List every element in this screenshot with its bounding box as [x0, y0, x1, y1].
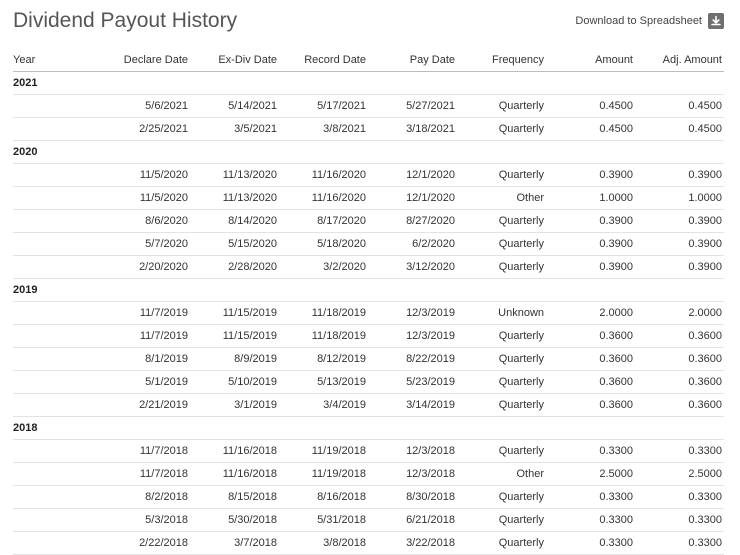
year-group-row — [13, 72, 724, 95]
declare-date-cell: 11/7/2019 — [101, 302, 190, 325]
record-date-cell: 11/16/2020 — [279, 164, 368, 187]
year-cell — [13, 348, 101, 371]
declare-date-cell: 11/7/2018 — [101, 463, 190, 486]
ex-div-date-cell: 8/15/2018 — [190, 486, 279, 509]
adj-amount-cell: 0.3600 — [635, 325, 724, 348]
frequency-cell: Quarterly — [457, 233, 546, 256]
amount-cell: 0.3600 — [546, 325, 635, 348]
adj-amount-cell: 0.3900 — [635, 233, 724, 256]
column-header-adj-amount[interactable]: Adj. Amount — [635, 49, 724, 72]
declare-date-cell: 2/22/2018 — [101, 532, 190, 555]
pay-date-cell: 5/23/2019 — [368, 371, 457, 394]
frequency-cell: Quarterly — [457, 118, 546, 141]
amount-cell: 0.4500 — [546, 95, 635, 118]
frequency-cell: Unknown — [457, 302, 546, 325]
adj-amount-cell: 0.4500 — [635, 95, 724, 118]
adj-amount-cell: 2.5000 — [635, 463, 724, 486]
pay-date-cell: 8/22/2019 — [368, 348, 457, 371]
declare-date-cell: 2/21/2019 — [101, 394, 190, 417]
frequency-cell: Quarterly — [457, 348, 546, 371]
year-cell — [13, 302, 101, 325]
ex-div-date-cell: 11/16/2018 — [190, 440, 279, 463]
declare-date-cell: 2/20/2020 — [101, 256, 190, 279]
year-cell — [13, 532, 101, 555]
record-date-cell: 5/13/2019 — [279, 371, 368, 394]
pay-date-cell: 3/14/2019 — [368, 394, 457, 417]
table-row — [13, 486, 724, 509]
year-cell — [13, 509, 101, 532]
year-group-label: 2021 — [13, 72, 724, 95]
table-row — [13, 302, 724, 325]
pay-date-cell: 8/30/2018 — [368, 486, 457, 509]
ex-div-date-cell: 11/13/2020 — [190, 187, 279, 210]
declare-date-cell: 5/1/2019 — [101, 371, 190, 394]
amount-cell: 0.3600 — [546, 394, 635, 417]
record-date-cell: 11/18/2019 — [279, 325, 368, 348]
download-spreadsheet-button[interactable] — [575, 13, 724, 29]
record-date-cell: 5/17/2021 — [279, 95, 368, 118]
frequency-cell: Quarterly — [457, 164, 546, 187]
amount-cell: 0.3300 — [546, 486, 635, 509]
declare-date-cell: 8/1/2019 — [101, 348, 190, 371]
table-row — [13, 325, 724, 348]
record-date-cell: 11/19/2018 — [279, 440, 368, 463]
pay-date-cell: 3/18/2021 — [368, 118, 457, 141]
amount-cell: 0.3300 — [546, 440, 635, 463]
column-header-year[interactable]: Year — [13, 49, 101, 72]
year-group-label: 2020 — [13, 141, 724, 164]
year-group-row — [13, 141, 724, 164]
table-row — [13, 509, 724, 532]
year-cell — [13, 233, 101, 256]
table-row — [13, 233, 724, 256]
amount-cell: 0.3900 — [546, 233, 635, 256]
record-date-cell: 3/8/2018 — [279, 532, 368, 555]
table-row — [13, 463, 724, 486]
frequency-cell: Quarterly — [457, 95, 546, 118]
record-date-cell: 5/18/2020 — [279, 233, 368, 256]
record-date-cell: 8/12/2019 — [279, 348, 368, 371]
year-cell — [13, 118, 101, 141]
amount-cell: 1.0000 — [546, 187, 635, 210]
ex-div-date-cell: 2/28/2020 — [190, 256, 279, 279]
adj-amount-cell: 0.3600 — [635, 394, 724, 417]
ex-div-date-cell: 11/13/2020 — [190, 164, 279, 187]
year-cell — [13, 463, 101, 486]
adj-amount-cell: 1.0000 — [635, 187, 724, 210]
ex-div-date-cell: 11/15/2019 — [190, 325, 279, 348]
declare-date-cell: 5/6/2021 — [101, 95, 190, 118]
pay-date-cell: 12/3/2018 — [368, 440, 457, 463]
column-header-ex-div-date[interactable]: Ex-Div Date — [190, 49, 279, 72]
declare-date-cell: 11/5/2020 — [101, 187, 190, 210]
declare-date-cell: 5/3/2018 — [101, 509, 190, 532]
adj-amount-cell: 0.3600 — [635, 348, 724, 371]
frequency-cell: Other — [457, 187, 546, 210]
table-row — [13, 187, 724, 210]
pay-date-cell: 12/3/2019 — [368, 302, 457, 325]
pay-date-cell: 12/3/2018 — [368, 463, 457, 486]
dividend-table — [13, 49, 724, 555]
pay-date-cell: 6/21/2018 — [368, 509, 457, 532]
table-row — [13, 95, 724, 118]
pay-date-cell: 8/27/2020 — [368, 210, 457, 233]
download-icon — [708, 13, 724, 29]
amount-cell: 2.0000 — [546, 302, 635, 325]
page-title: Dividend Payout History — [13, 9, 238, 32]
adj-amount-cell: 0.3900 — [635, 256, 724, 279]
adj-amount-cell: 0.4500 — [635, 118, 724, 141]
table-row — [13, 532, 724, 555]
amount-cell: 0.3900 — [546, 256, 635, 279]
amount-cell: 0.3600 — [546, 348, 635, 371]
download-label: Download to Spreadsheet — [575, 15, 702, 27]
ex-div-date-cell: 5/30/2018 — [190, 509, 279, 532]
year-cell — [13, 486, 101, 509]
pay-date-cell: 12/3/2019 — [368, 325, 457, 348]
frequency-cell: Quarterly — [457, 210, 546, 233]
record-date-cell: 8/17/2020 — [279, 210, 368, 233]
ex-div-date-cell: 5/10/2019 — [190, 371, 279, 394]
amount-cell: 0.3300 — [546, 532, 635, 555]
ex-div-date-cell: 5/15/2020 — [190, 233, 279, 256]
amount-cell: 0.3900 — [546, 164, 635, 187]
table-row — [13, 394, 724, 417]
adj-amount-cell: 0.3300 — [635, 532, 724, 555]
year-cell — [13, 440, 101, 463]
amount-cell: 0.3600 — [546, 371, 635, 394]
record-date-cell: 11/18/2019 — [279, 302, 368, 325]
year-cell — [13, 256, 101, 279]
adj-amount-cell: 0.3300 — [635, 440, 724, 463]
pay-date-cell: 5/27/2021 — [368, 95, 457, 118]
year-cell — [13, 325, 101, 348]
adj-amount-cell: 0.3900 — [635, 164, 724, 187]
declare-date-cell: 2/25/2021 — [101, 118, 190, 141]
record-date-cell: 3/8/2021 — [279, 118, 368, 141]
ex-div-date-cell: 8/9/2019 — [190, 348, 279, 371]
pay-date-cell: 3/12/2020 — [368, 256, 457, 279]
ex-div-date-cell: 11/15/2019 — [190, 302, 279, 325]
year-group-row — [13, 417, 724, 440]
table-row — [13, 440, 724, 463]
declare-date-cell: 8/6/2020 — [101, 210, 190, 233]
amount-cell: 0.3300 — [546, 509, 635, 532]
table-row — [13, 164, 724, 187]
declare-date-cell: 11/7/2018 — [101, 440, 190, 463]
pay-date-cell: 12/1/2020 — [368, 187, 457, 210]
pay-date-cell: 6/2/2020 — [368, 233, 457, 256]
table-row — [13, 256, 724, 279]
column-header-frequency[interactable]: Frequency — [457, 49, 546, 72]
pay-date-cell: 12/1/2020 — [368, 164, 457, 187]
ex-div-date-cell: 3/5/2021 — [190, 118, 279, 141]
adj-amount-cell: 0.3300 — [635, 486, 724, 509]
column-header-amount[interactable]: Amount — [546, 49, 635, 72]
record-date-cell: 11/19/2018 — [279, 463, 368, 486]
amount-cell: 0.3900 — [546, 210, 635, 233]
record-date-cell: 3/4/2019 — [279, 394, 368, 417]
adj-amount-cell: 0.3600 — [635, 371, 724, 394]
table-header-row — [13, 49, 724, 72]
year-group-row — [13, 279, 724, 302]
record-date-cell: 8/16/2018 — [279, 486, 368, 509]
declare-date-cell: 8/2/2018 — [101, 486, 190, 509]
year-cell — [13, 187, 101, 210]
frequency-cell: Quarterly — [457, 256, 546, 279]
column-header-pay-date[interactable]: Pay Date — [368, 49, 457, 72]
declare-date-cell: 11/5/2020 — [101, 164, 190, 187]
column-header-declare-date[interactable]: Declare Date — [101, 49, 190, 72]
adj-amount-cell: 0.3300 — [635, 509, 724, 532]
adj-amount-cell: 2.0000 — [635, 302, 724, 325]
record-date-cell: 5/31/2018 — [279, 509, 368, 532]
ex-div-date-cell: 5/14/2021 — [190, 95, 279, 118]
year-cell — [13, 164, 101, 187]
year-group-label: 2019 — [13, 279, 724, 302]
pay-date-cell: 3/22/2018 — [368, 532, 457, 555]
amount-cell: 0.4500 — [546, 118, 635, 141]
ex-div-date-cell: 8/14/2020 — [190, 210, 279, 233]
year-cell — [13, 210, 101, 233]
table-row — [13, 371, 724, 394]
year-cell — [13, 95, 101, 118]
record-date-cell: 11/16/2020 — [279, 187, 368, 210]
frequency-cell: Quarterly — [457, 371, 546, 394]
ex-div-date-cell: 3/7/2018 — [190, 532, 279, 555]
ex-div-date-cell: 3/1/2019 — [190, 394, 279, 417]
adj-amount-cell: 0.3900 — [635, 210, 724, 233]
declare-date-cell: 5/7/2020 — [101, 233, 190, 256]
frequency-cell: Quarterly — [457, 532, 546, 555]
column-header-record-date[interactable]: Record Date — [279, 49, 368, 72]
year-group-label: 2018 — [13, 417, 724, 440]
frequency-cell: Quarterly — [457, 486, 546, 509]
frequency-cell: Quarterly — [457, 509, 546, 532]
year-cell — [13, 371, 101, 394]
table-row — [13, 348, 724, 371]
record-date-cell: 3/2/2020 — [279, 256, 368, 279]
table-row — [13, 210, 724, 233]
declare-date-cell: 11/7/2019 — [101, 325, 190, 348]
amount-cell: 2.5000 — [546, 463, 635, 486]
table-body — [13, 72, 724, 555]
frequency-cell: Quarterly — [457, 394, 546, 417]
year-cell — [13, 394, 101, 417]
frequency-cell: Quarterly — [457, 440, 546, 463]
frequency-cell: Quarterly — [457, 325, 546, 348]
ex-div-date-cell: 11/16/2018 — [190, 463, 279, 486]
frequency-cell: Other — [457, 463, 546, 486]
table-row — [13, 118, 724, 141]
